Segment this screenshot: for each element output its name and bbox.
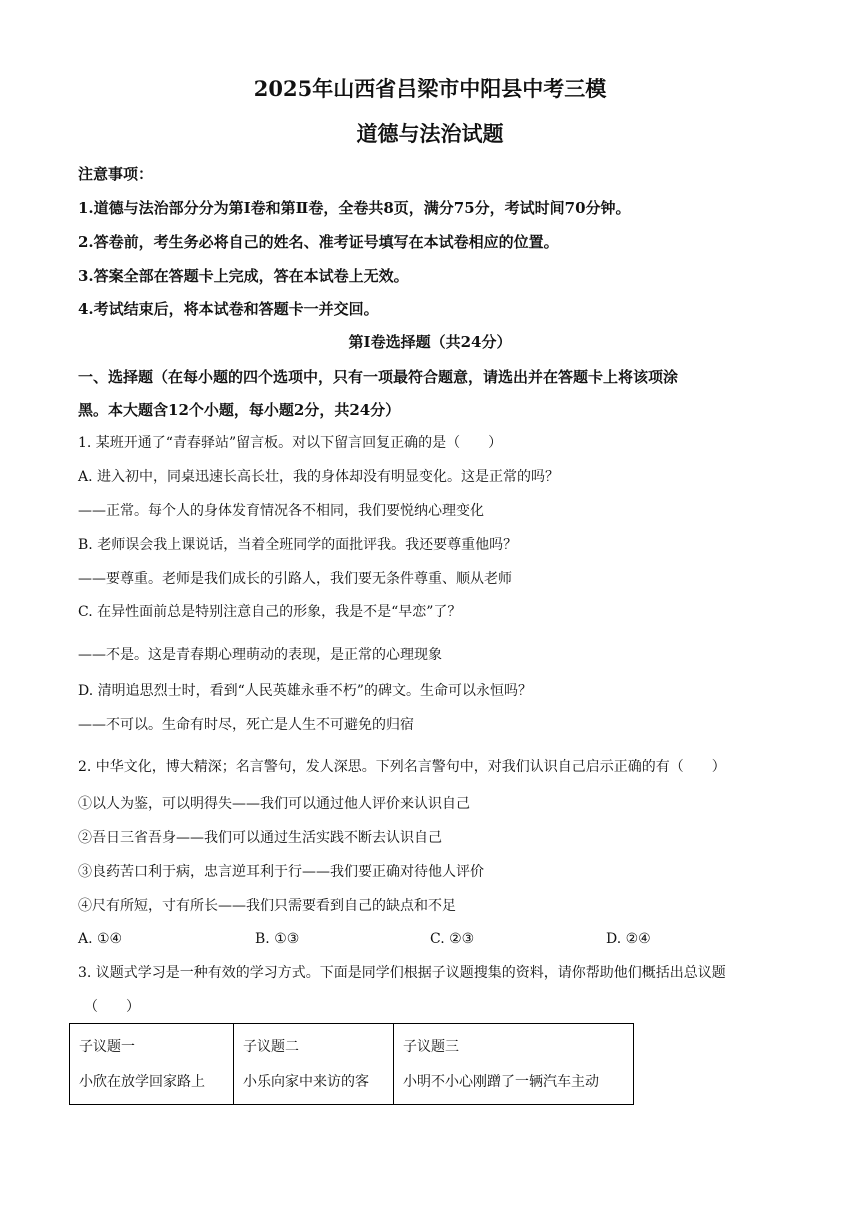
sub-topic-heading: 子议题三 <box>403 1039 459 1055</box>
question-1-line: D. 清明追思烈士时，看到“人民英雄永垂不朽”的碑文。生命可以永恒吗？ <box>78 683 532 699</box>
question-2-statement: ②吾日三省吾身——我们可以通过生活实践不断去认识自己 <box>78 830 442 846</box>
question-2-statement: ③良药苦口利于病，忠言逆耳利于行——我们要正确对待他人评价 <box>78 864 484 880</box>
table-cell <box>234 1024 394 1105</box>
question-1-line: B. 老师误会我上课说话，当着全班同学的面批评我。我还要尊重他吗？ <box>78 537 518 553</box>
question-1-stem: 1. 某班开通了“青春驿站”留言板。对以下留言回复正确的是（ ） <box>78 435 503 451</box>
table-cell <box>394 1024 634 1105</box>
table-cell <box>70 1024 234 1105</box>
notice-item: 4.考试结束后，将本试卷和答题卡一并交回。 <box>78 300 379 318</box>
notice-item: 3.答案全部在答题卡上完成，答在本试卷上无效。 <box>78 267 409 285</box>
question-2-option-c: C. ②③ <box>430 931 475 947</box>
question-1-line: C. 在异性面前总是特别注意自己的形象，我是不是“早恋”了？ <box>78 604 462 620</box>
question-1-line: A. 进入初中，同桌迅速长高长壮，我的身体却没有明显变化。这是正常的吗？ <box>78 469 560 485</box>
question-1-line: ——正常。每个人的身体发育情况各不相同，我们要悦纳心理变化 <box>78 503 484 519</box>
question-3-stem: 3. 议题式学习是一种有效的学习方式。下面是同学们根据子议题搜集的资料，请你帮助他们概括出总议题 <box>78 965 726 981</box>
sub-topic-material: 小乐向家中来访的客 <box>243 1074 369 1090</box>
sub-topic-table <box>69 1023 634 1105</box>
section-instruction: 一、选择题（在每小题的四个选项中，只有一项最符合题意，请选出并在答题卡上将该项涂 <box>78 368 679 386</box>
question-3-answer-paren: （ ） <box>84 999 140 1015</box>
exam-subtitle: 道德与法治试题 <box>356 121 504 146</box>
question-1-line: ——不是。这是青春期心理萌动的表现，是正常的心理现象 <box>78 647 442 663</box>
sub-topic-material: 小明不小心刚蹭了一辆汽车主动 <box>403 1074 599 1090</box>
notice-heading: 注意事项： <box>78 165 154 183</box>
question-2-stem: 2. 中华文化，博大精深；名言警句，发人深思。下列名言警句中，对我们认识自己启示正确的有（ ） <box>78 759 726 775</box>
sub-topic-heading: 子议题二 <box>243 1039 299 1055</box>
section-title: 第Ⅰ卷选择题（共24分） <box>348 333 512 351</box>
sub-topic-heading: 子议题一 <box>79 1039 135 1055</box>
question-2-option-d: D. ②④ <box>606 931 651 947</box>
notice-item: 1.道德与法治部分分为第Ⅰ卷和第Ⅱ卷，全卷共8页，满分75分，考试时间70分钟。 <box>78 199 631 217</box>
question-1-line: ——不可以。生命有时尽，死亡是人生不可避免的归宿 <box>78 717 414 733</box>
section-instruction-cont: 黑。本大题含12个小题，每小题2分，共24分） <box>78 401 401 419</box>
table-row <box>70 1024 634 1105</box>
notice-item: 2.答卷前，考生务必将自己的姓名、准考证号填写在本试卷相应的位置。 <box>78 233 559 251</box>
question-1-line: ——要尊重。老师是我们成长的引路人，我们要无条件尊重、顺从老师 <box>78 571 512 587</box>
exam-title: 2025年山西省吕梁市中阳县中考三模 <box>253 76 607 101</box>
sub-topic-material: 小欣在放学回家路上 <box>79 1074 205 1090</box>
question-2-option-a: A. ①④ <box>78 931 123 947</box>
question-2-option-b: B. ①③ <box>255 931 300 947</box>
question-2-statement: ④尺有所短，寸有所长——我们只需要看到自己的缺点和不足 <box>78 898 456 914</box>
question-2-statement: ①以人为鉴，可以明得失——我们可以通过他人评价来认识自己 <box>78 796 470 812</box>
